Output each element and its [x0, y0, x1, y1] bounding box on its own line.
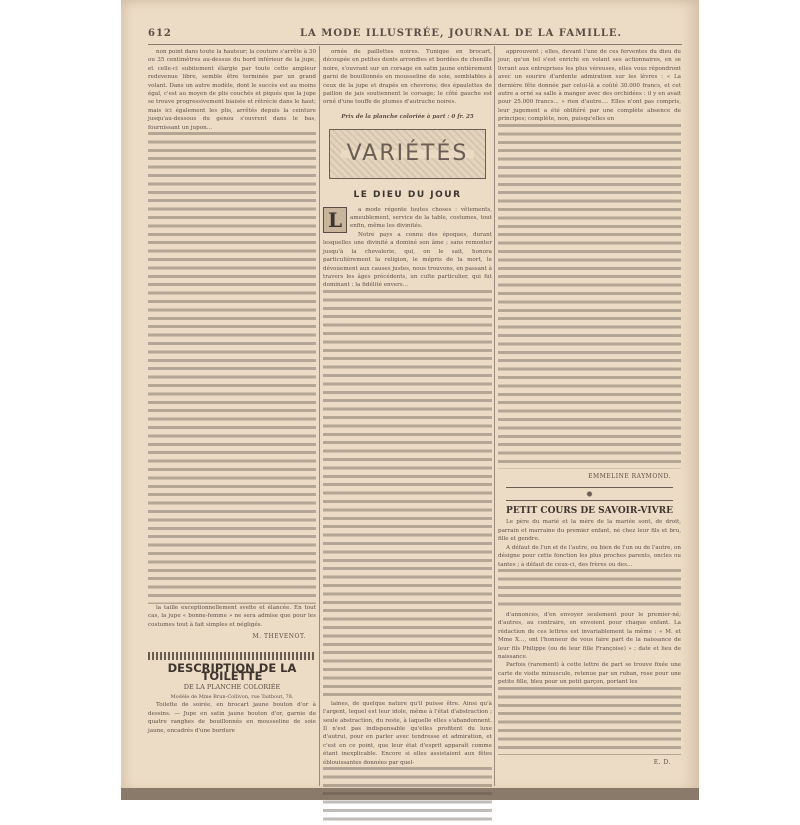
page-number: 612 [148, 28, 172, 39]
paragraph: d'annonces, d'en envoyer seulement pour le premier-né; d'autres, au contraire, en envoient pour chaque enfant. La rédaction de ces lettres est invariablement la même : « M. et Mme X..., ont l'honneur de vous faire part de la naissance de leur fils Philippe (ou de leur fille Françoise) » ; date et lieu de naissance. [498, 611, 681, 660]
section-subtitle: DE LA PLANCHE COLORIÉE [183, 682, 281, 691]
drop-cap: L [323, 207, 347, 233]
header-rule [148, 44, 682, 45]
body-text-lines [498, 569, 681, 611]
author-signature: M. THEVENOT. [252, 633, 306, 641]
paragraph: Notre pays a connu des époques, durant lesquelles une divinité a dominé son âme ; sans remonter jusqu'à la chevalerie, qui, on le sait, honora particulièrement la religion, le mépris de la mort, le dévouement aux causes justes, nous trouvons, en passant à travers les âges précédents, un culte particulier, qui fut dominant : la fidélité envers... [323, 231, 492, 289]
paragraph: A défaut de l'un et de l'autre, ou bien de l'un ou de l'autre, on désigne pour cette fonction les plus proches parents, oncles ou tantes ; à défaut de ceux-ci, des frères ou des... [498, 544, 682, 568]
journal-title: LA MODE ILLUSTRÉE, JOURNAL DE LA FAMILLE. [300, 28, 623, 39]
body-text-lines [498, 124, 681, 469]
body-text-lines [148, 132, 316, 604]
column-3 [498, 48, 681, 767]
column-1 [148, 48, 316, 735]
article-title: LE DIEU DU JOUR [353, 190, 462, 201]
paragraph: Le père du marié et la mère de la mariée sont, de droit, parrain et marraine du premier enfant, né chez leur fils et bru, fille et gendre. [498, 519, 681, 543]
column-divider [319, 46, 320, 786]
paragraph: Toilette de soirée, en brocart jaune bouton d'or à dessins. — Jupe en satin jaune bouton d'or, garnie de quatre ranghes de bouillonnés en mousseline de soie jaune, encadrés d'une bordure [148, 702, 316, 734]
author-signature: E. D. [653, 758, 671, 766]
model-credit: Modèle de Mme Brun-Collivon, rue Taitbout, 78. [170, 693, 294, 700]
column-divider [494, 46, 495, 786]
paragraph: a mode régente toutes choses : vêtements, ameublement, service de la table, costumes, tout enfin, même les divinités. [350, 206, 492, 230]
article-title: PETIT COURS DE SAVOIR-VIVRE [506, 506, 673, 517]
ornamental-rule [148, 652, 316, 660]
paragraph: Parfois (rarement) à cette lettre de part se trouve fixée une carte de visite minuscule, retenue par un ruban, rose pour une petite fille, bleu pour un petit garçon, portant les [498, 662, 681, 686]
paragraph: la taille exceptionnellement svelte et élancée. En tout cas, la jupe « bonne-femme » ne sera admise que pour les costumes tout à fait simples et négligés. [148, 605, 316, 628]
paragraph: laines, de quelque nature qu'il puisse être. Ainsi qu'à l'argent, lequel est leur idole, même à l'état d'abstraction ; seule abstraction, du reste, à laquelle elles s'abandonnent. Il n'est pas indispensable qu'elles profitent du luxe d'autrui, pour en parler avec tendresse et admiration, et c'est en ce point, que leur état d'esprit apparaît comme étant inexplicable. Encore si elles assistaient aux fêtes éblouissantes données par quel- [323, 700, 492, 766]
body-text-lines [323, 767, 492, 825]
paragraph: approuvent ; elles, devant l'une de ces ferventes du dieu du jour, qu'un tel s'est enrichi en volant ses actionnaires, en se livrant aux entreprises les plus véreuses, elles vous répondront avec un sourire d'ardente admiration sur les lèvres : « La dernière fête donnée par celui-là a coûté 30.000 francs, et cet autre a orné sa salle à manger avec des orchidées : il y en avait pour 25.000 francs... » rien d'autre.... Elles n'ont pas compris, leur jugement a été oblitéré par une complète absence de principes; complète, non, puisqu'elles en [498, 49, 681, 123]
body-text-lines [323, 290, 492, 700]
plate-price: Prix de la planche coloriée à part : 0 fr. 25 [341, 113, 474, 120]
paragraph: ornée de paillettes noires. Tunique en brocart, découpée en petites dents arrondies et bordées de chenille noire, s'ouvrant sur un corsage en satin jaune entièrement garni de bouillonnés en mousseline de soie, semblables à ceux de la jupe et drapés en chevrons; des épaulettes de paillon de jais soutiennent le corsage; le côté gauche est orné d'une touffe de plumes d'autruche noires. [323, 49, 492, 106]
author-signature: EMMELINE RAYMOND. [588, 472, 671, 480]
section-title: DESCRIPTION DE LA TOILETTE [167, 660, 297, 684]
paragraph: non point dans toute la hauteur; la couture s'arrête à 30 ou 35 centimètres au-dessus du bord inférieur de la jupe, et celle-ci subitement élargie par toute cette ampleur redevenue libre, semble être terminée par un grand volant. Dans un autre modèle, dont le succès est au moins égal, c'est au moyen de plis couchés et piqués que la jupe se trouve progressivement biaisée et rétrécie dans le haut; mais ici également les plis, arrêtés depuis la ceinture jusqu'au-dessous du genou s'ouvrent dans le bas, fournissant un jupon... [148, 49, 316, 131]
column-2 [323, 48, 492, 825]
varietes-banner [329, 129, 486, 179]
varietes-banner-text: VARIÉTÉS [341, 150, 475, 158]
body-text-lines [498, 687, 681, 755]
ornamental-divider [506, 487, 673, 501]
